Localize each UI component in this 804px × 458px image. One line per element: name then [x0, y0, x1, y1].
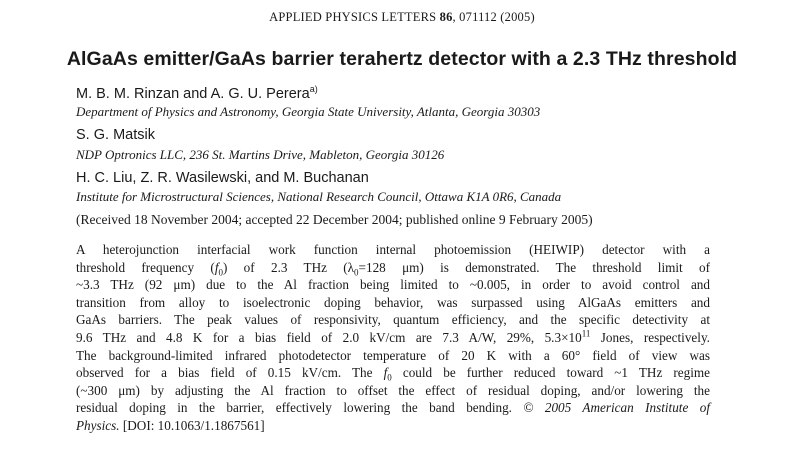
paper-title: AlGaAs emitter/GaAs barrier terahertz detector with a 2.3 THz threshold [66, 48, 738, 70]
affiliation-1: Department of Physics and Astronomy, Georgia State University, Atlanta, Georgia 30303 [76, 104, 541, 119]
received-dates: (Received 18 November 2004; accepted 22 December 2004; published online 9 February 2005) [76, 212, 593, 227]
journal-article: , 071112 (2005) [452, 10, 535, 24]
journal-header [0, 10, 804, 25]
abstract-line: residual doping in the barrier, effectively lowering the band bending. © 2005 American Institute of [76, 400, 710, 416]
abstract-line: The background-limited infrared photodetector temperature of 20 K with a 60° field of view was [76, 347, 710, 363]
abstract-line: GaAs barriers. The peak values of responsivity, quantum efficiency, and the specific detectivity at [76, 312, 710, 328]
journal-volume: 86 [439, 10, 453, 24]
affiliation-3: Institute for Microstructural Sciences, National Research Council, Ottawa K1A 0R6, Canada [76, 189, 562, 204]
author-footnote: a) [309, 84, 318, 94]
abstract [76, 241, 710, 435]
abstract-line: Physics. [DOI: 10.1063/1.1867561] [76, 417, 265, 433]
abstract-line: (~300 μm) by adjusting the Al fraction to offset the effect of residual doping, and/or lowering the [76, 382, 710, 398]
abstract-line: ~3.3 THz (92 μm) due to the Al fraction being limited to ~0.005, in order to avoid control and [76, 277, 710, 293]
copyright: © 2005 American Institute of [523, 400, 710, 416]
author-names: H. C. Liu, Z. R. Wasilewski, and M. Buchanan [76, 170, 369, 186]
abstract-line: 9.6 THz and 4.8 K for a bias field of 2.0 kV/cm are 7.3 A/W, 29%, $5.3\times 10^{11}$ Jones, respectively. [76, 328, 710, 345]
author-group-1 [76, 84, 776, 102]
author-names: S. G. Matsik [76, 127, 155, 143]
author-group-2 [76, 127, 776, 143]
abstract-line: transition from alloy to isoelectronic doping behavior, was surpassed using AlGaAs emitters and [76, 294, 710, 310]
journal-name: APPLIED PHYSICS LETTERS [269, 10, 440, 24]
abstract-line: A heterojunction interfacial work function internal photoemission (HEIWIP) detector with a [76, 242, 710, 257]
abstract-line: threshold frequency $(f_0)$ of 2.3 THz ($\lambda_0=128$ μm) is demonstrated. The threshold limit of [76, 259, 710, 278]
affiliation-2: NDP Optronics LLC, 236 St. Martins Drive, Mableton, Georgia 30126 [76, 147, 445, 162]
author-names: M. B. M. Rinzan and A. G. U. Perera [76, 86, 310, 102]
doi: [DOI: 10.1063/1.1867561] [119, 417, 265, 433]
author-group-3 [76, 170, 776, 186]
abstract-line: observed for a bias field of 0.15 kV/cm. The $f_0$ could be further reduced toward ~1 THz regime [76, 365, 711, 383]
